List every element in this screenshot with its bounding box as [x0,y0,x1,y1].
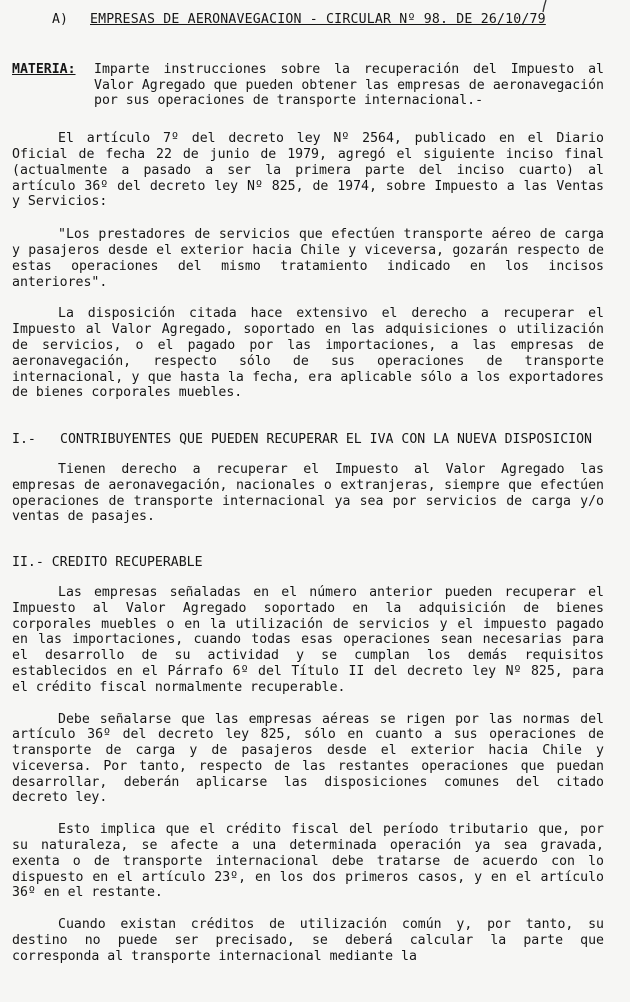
section-1-number: I.- [12,432,36,448]
section-1-heading [12,432,604,448]
header-title: EMPRESAS DE AERONAVEGACION - CIRCULAR Nº 98. DE 26/10/79 [90,12,546,27]
section-2-paragraph-3: Esto implica que el crédito fiscal del período tributario que, por su naturaleza, se afecte a una determinada operación ya sea gravada, exenta o de transporte internacional debe tratarse de acuerdo con lo dispuesto en el artículo 23º, en los dos primeros casos, y en el artículo 36º en el restante. [12,822,604,901]
header-label: A) [52,12,68,27]
section-2-paragraph-1: Las empresas señaladas en el número anterior pueden recuperar el Impuesto al Valor Agregado soportado en la adquisición de bienes corporales muebles o en la utilización de servicios y el impuesto pagado en las importaciones, cuando todas esas operaciones sean necesarias para el desarrollo de su actividad y se cumplan los demás requisitos establecidos en el Párrafo 6º del Título II del decreto ley Nº 825, para el crédito fiscal normalmente recuperable. [12,584,604,695]
document-header [12,12,604,28]
paragraph-scope: La disposición citada hace extensivo el derecho a recuperar el Impuesto al Valor Agregado, soportado en las adquisiciones o utilización de servicios, o el pagado por las importaciones, a las empresas de aeronavegación, respecto sólo de sus operaciones de transporte internacional, y que hasta la fecha, era aplicable sólo a los exportadores de bienes corporales muebles. [12,306,604,401]
quoted-text: "Los prestadores de servicios que efectúen transporte aéreo de carga y pasajeros desde el exterior hacia Chile y viceversa, gozarán respecto de estas operaciones del mismo tratamiento indicado en los incisos anteriores". [12,227,604,290]
section-2-paragraph-4: Cuando existan créditos de utilización común y, por tanto, su destino no puede ser precisado, se deberá calcular la parte que corresponda al transporte internacional mediante la [12,917,604,964]
section-2-heading: II.- CREDITO RECUPERABLE [12,555,203,571]
section-2-paragraph-2: Debe señalarse que las empresas aéreas se rigen por las normas del artículo 36º del decreto ley 825, sólo en cuanto a sus operaciones de transporte de carga y de pasajeros desde el exterior hacia Chile y viceversa. Por tanto, respecto de las restantes operaciones que puedan desarrollar, deberán aplicarse las disposiciones comunes del citado decreto ley. [12,711,604,806]
section-1-paragraph: Tienen derecho a recuperar el Impuesto al Valor Agregado las empresas de aeronavegación, nacionales o extranjeras, siempre que efectúen operaciones de transporte internacional ya sea por servicios de carga y/o ventas de pasajes. [12,461,604,525]
paragraph-intro: El artículo 7º del decreto ley Nº 2564, publicado en el Diario Oficial de fecha 22 de junio de 1979, agregó el siguiente inciso final (actualmente a pasado a ser la primera parte del inciso cuarto) al artículo 36º del decreto ley Nº 825, de 1974, sobre Impuesto a las Ventas y Servicios: [12,131,604,210]
materia-key: MATERIA: [12,61,76,77]
section-1-title: CONTRIBUYENTES QUE PUEDEN RECUPERAR EL IVA CON LA NUEVA DISPOSICION [60,432,592,448]
materia-text: Imparte instrucciones sobre la recuperación del Impuesto al Valor Agregado que pueden obtener las empresas de aeronavegación por sus operaciones de transporte internacional.- [94,61,604,109]
materia-block [12,62,604,109]
